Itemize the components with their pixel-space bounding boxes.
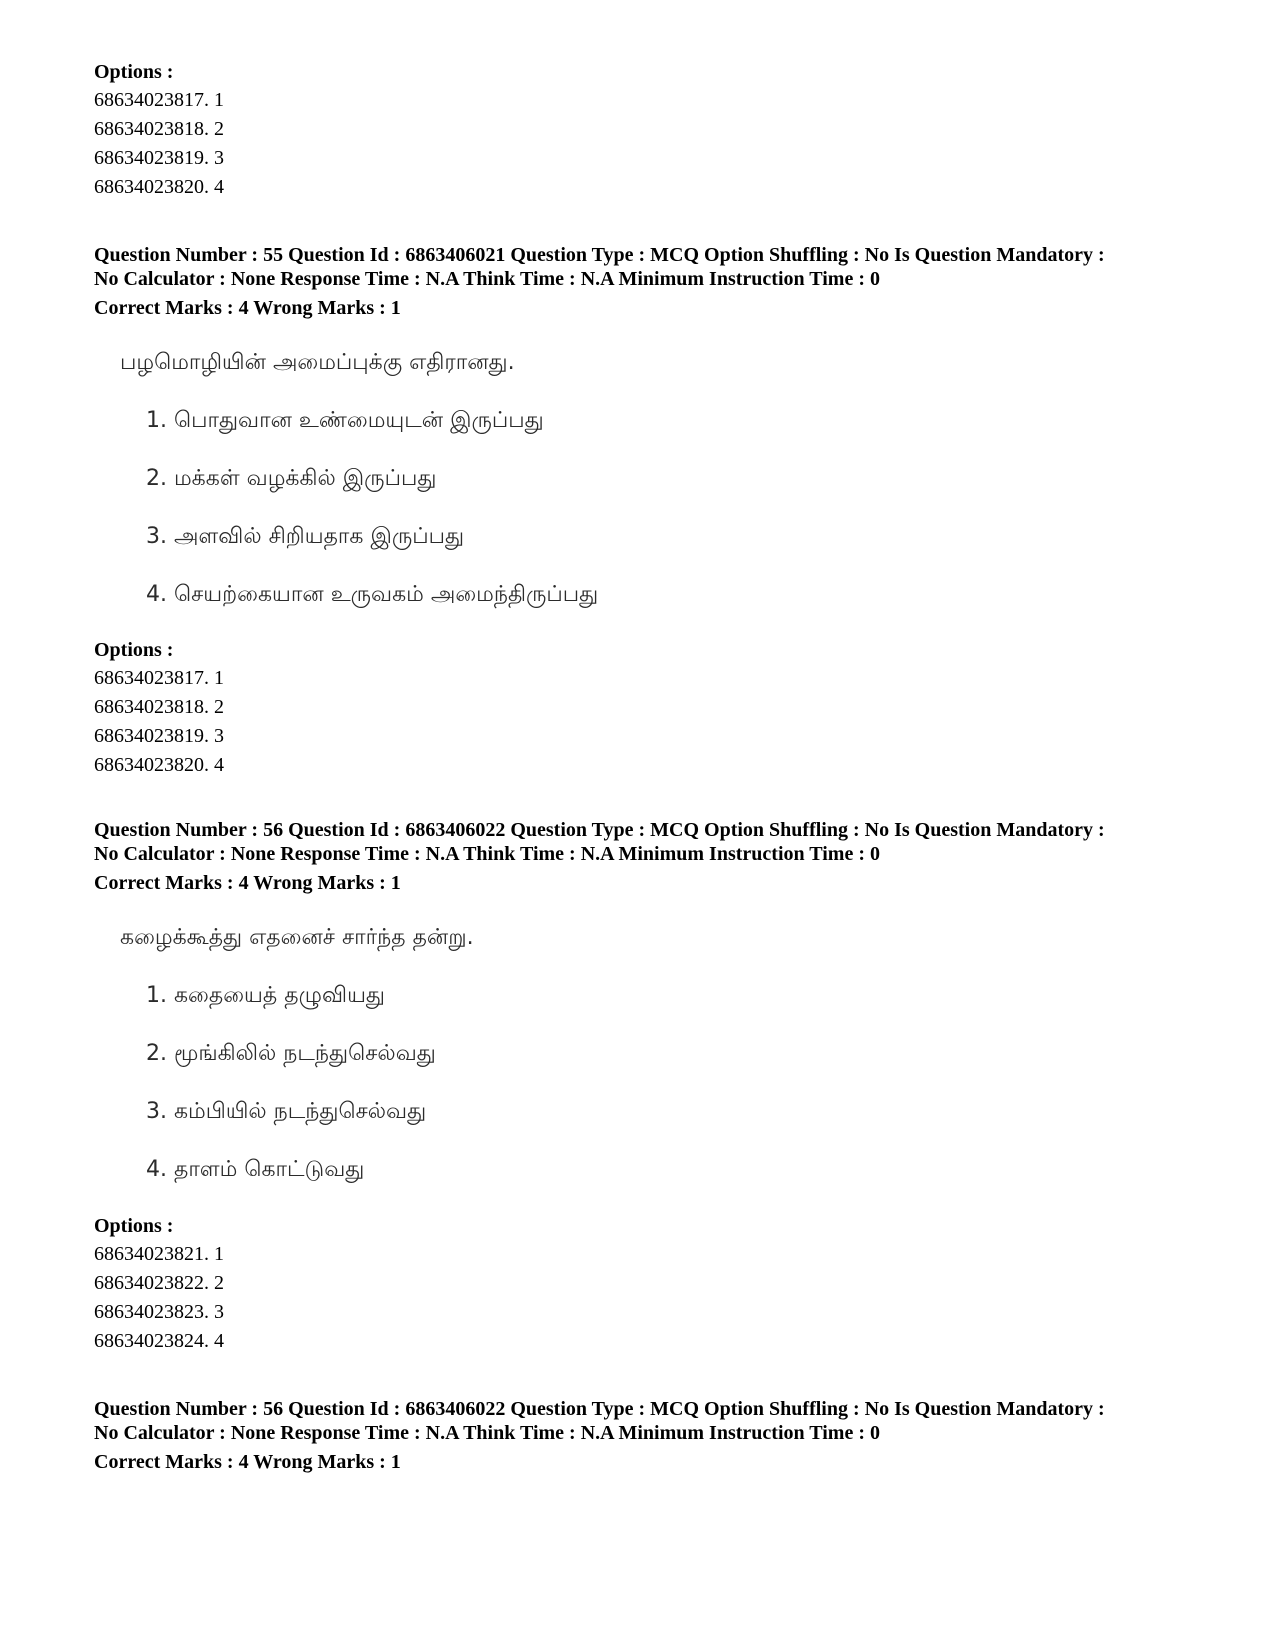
answer-choice: 3. கம்பியில் நடந்துசெல்வது	[146, 1099, 427, 1124]
question-meta-line: No Calculator : None Response Time : N.A Think Time : N.A Minimum Instruction Time : 0	[94, 268, 880, 290]
question-marks: Correct Marks : 4 Wrong Marks : 1	[94, 1451, 401, 1473]
question-meta-line: No Calculator : None Response Time : N.A Think Time : N.A Minimum Instruction Time : 0	[94, 843, 880, 865]
question-meta-line: Question Number : 56 Question Id : 6863406022 Question Type : MCQ Option Shuffling : No Is Question Mandatory :	[94, 819, 1105, 841]
question-meta-line: No Calculator : None Response Time : N.A Think Time : N.A Minimum Instruction Time : 0	[94, 1422, 880, 1444]
question-content	[94, 345, 1094, 635]
option-line: 68634023817. 1	[94, 667, 224, 689]
question-meta-line: Question Number : 55 Question Id : 6863406021 Question Type : MCQ Option Shuffling : No Is Question Mandatory :	[94, 244, 1105, 266]
question-marks: Correct Marks : 4 Wrong Marks : 1	[94, 872, 401, 894]
options-title: Options :	[94, 1215, 174, 1237]
answer-choice: 1. கதையைத் தழுவியது	[146, 983, 386, 1008]
question-header	[94, 1397, 1194, 1474]
options-title: Options :	[94, 639, 174, 661]
question-header	[94, 818, 1194, 895]
option-line: 68634023818. 2	[94, 696, 224, 718]
options-section	[94, 1212, 1194, 1356]
answer-choice: 3. அளவில் சிறியதாக இருப்பது	[146, 524, 465, 549]
option-line: 68634023822. 2	[94, 1272, 224, 1294]
option-line: 68634023824. 4	[94, 1330, 224, 1352]
question-stem: பழமொழியின் அமைப்புக்கு எதிரானது.	[120, 350, 515, 375]
options-title: Options :	[94, 61, 174, 83]
question-meta-line: Question Number : 56 Question Id : 6863406022 Question Type : MCQ Option Shuffling : No Is Question Mandatory :	[94, 1398, 1105, 1420]
answer-choice: 4. தாளம் கொட்டுவது	[146, 1157, 365, 1182]
option-line: 68634023818. 2	[94, 118, 224, 140]
option-line: 68634023819. 3	[94, 147, 224, 169]
question-content	[94, 920, 1094, 1210]
options-section	[94, 58, 1194, 202]
answer-choice: 4. செயற்கையான உருவகம் அமைந்திருப்பது	[146, 582, 599, 607]
option-line: 68634023823. 3	[94, 1301, 224, 1323]
option-line: 68634023821. 1	[94, 1243, 224, 1265]
answer-choice: 1. பொதுவான உண்மையுடன் இருப்பது	[146, 408, 544, 433]
answer-choice: 2. மக்கள் வழக்கில் இருப்பது	[146, 466, 437, 491]
question-header	[94, 243, 1194, 320]
question-stem: கழைக்கூத்து எதனைச் சார்ந்த தன்று.	[120, 925, 474, 950]
option-line: 68634023820. 4	[94, 754, 224, 776]
options-section	[94, 636, 1194, 780]
option-line: 68634023820. 4	[94, 176, 224, 198]
question-marks: Correct Marks : 4 Wrong Marks : 1	[94, 297, 401, 319]
option-line: 68634023817. 1	[94, 89, 224, 111]
answer-choice: 2. மூங்கிலில் நடந்துசெல்வது	[146, 1041, 436, 1066]
option-line: 68634023819. 3	[94, 725, 224, 747]
